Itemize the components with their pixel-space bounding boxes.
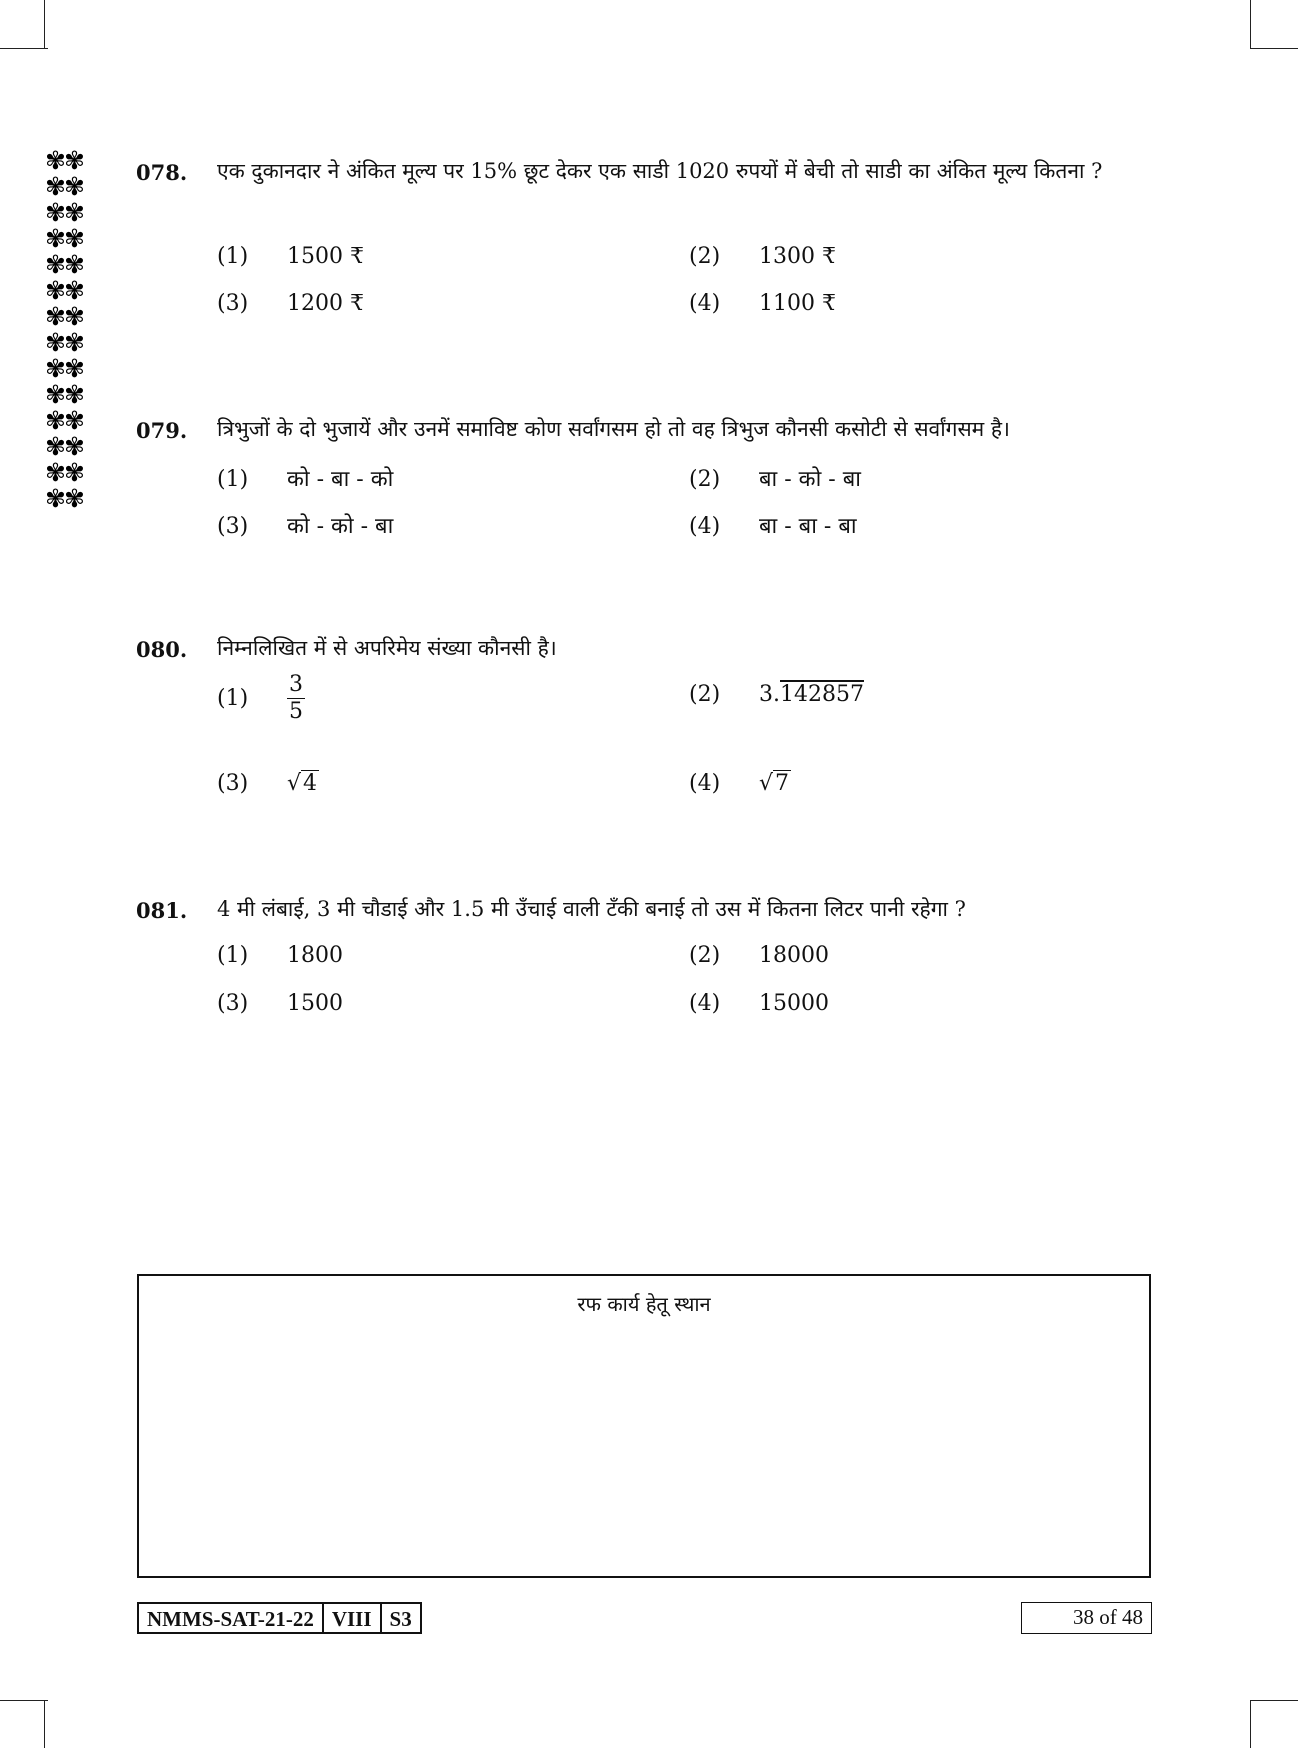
option-1[interactable]: (1) $\frac{3}{5}$ [217,672,303,724]
question-text: एक दुकानदार ने अंकित मूल्य पर 15% छूट देकर एक साडी 1020 रुपयों में बेची तो साडी का अंकित मूल्य कितना ? [217,159,1103,183]
option-2[interactable]: (2) 3.142857 [689,682,864,707]
question-number: 078. [136,160,188,185]
question-text: निम्नलिखित में से अपरिमेय संख्या कौनसी है। [217,636,557,660]
option-1[interactable]: (1) को - बा - को [217,467,394,492]
exam-code-box [137,1602,422,1634]
option-3[interactable]: (3) को - को - बा [217,514,394,539]
option-4[interactable]: (4) 1100 ₹ [689,291,836,316]
option-4[interactable]: (4) 15000 [689,991,829,1016]
class-label: VIII [322,1604,380,1632]
question-number: 081. [136,898,188,923]
flower-ornament-column: ✾✾ ✾✾ ✾✾ ✾✾ ✾✾ ✾✾ ✾✾ ✾✾ ✾✾ ✾✾ ✾✾ ✾✾ ✾✾ ✾✾ [45,146,83,513]
crop-mark [1250,48,1298,49]
crop-mark [1250,1700,1251,1748]
option-1[interactable]: (1) 1800 [217,943,343,968]
question-text: 4 मी लंबाई, 3 मी चौडाई और 1.5 मी उँचाई वाली टँकी बनाई तो उस में कितना लिटर पानी रहेगा ? [217,897,966,921]
sqrt-sign: √ [759,771,774,796]
crop-mark [44,1700,45,1748]
crop-mark [0,48,48,49]
question-number: 080. [136,637,188,662]
option-2[interactable]: (2) 1300 ₹ [689,244,836,269]
page-number: 38 of 48 [1021,1602,1152,1634]
crop-mark [1250,1700,1298,1701]
option-3[interactable]: (3) 1200 ₹ [217,291,364,316]
question-number: 079. [136,418,188,443]
option-1[interactable]: (1) 1500 ₹ [217,244,364,269]
crop-mark [44,0,45,48]
exam-code: NMMS-SAT-21-22 [147,1607,314,1631]
repeating-decimal: 142857 [780,682,864,707]
crop-mark [0,1700,48,1701]
sqrt-sign: √ [287,771,302,796]
option-4[interactable]: (4) बा - बा - बा [689,514,857,539]
option-3[interactable]: (3) 1500 [217,991,343,1016]
rough-work-box[interactable] [137,1274,1151,1578]
fraction: $\frac{3}{5}$ [289,672,303,724]
series-label: S3 [380,1604,420,1632]
option-4[interactable]: (4) √7 [689,771,790,796]
option-2[interactable]: (2) 18000 [689,943,829,968]
question-text: त्रिभुजों के दो भुजायें और उनमें समाविष्ट कोण सर्वांगसम हो तो वह त्रिभुज कौनसी कसोटी से सर्वांगसम है। [217,417,1011,441]
option-3[interactable]: (3) √4 [217,771,318,796]
crop-mark [1250,0,1251,48]
option-2[interactable]: (2) बा - को - बा [689,467,861,492]
rough-work-title: रफ कार्य हेतू स्थान [577,1292,711,1316]
